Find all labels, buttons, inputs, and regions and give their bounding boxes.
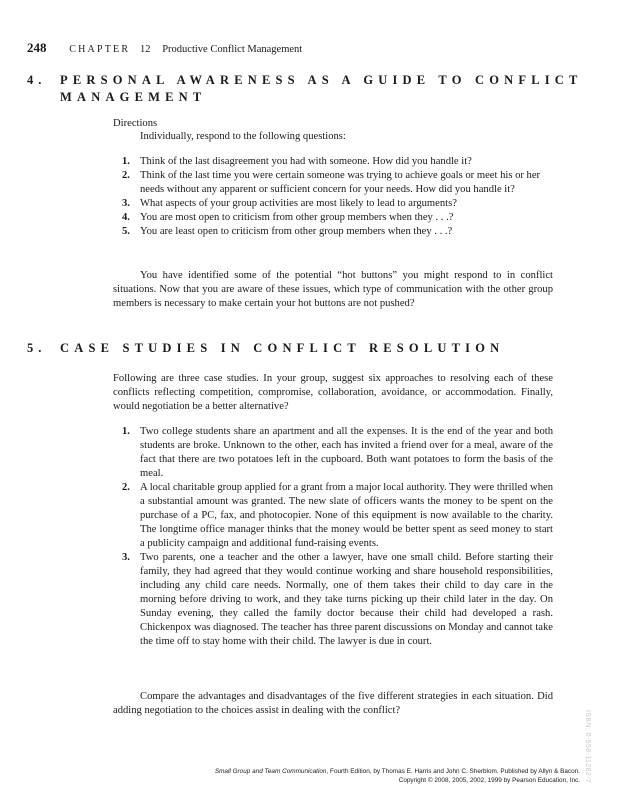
section-5-title: CASE STUDIES IN CONFLICT RESOLUTION [60, 341, 505, 355]
question-item [113, 197, 553, 211]
section-5-heading [27, 340, 607, 357]
case-study-list [113, 425, 553, 649]
question-item [113, 155, 553, 169]
question-number: 2. [122, 170, 130, 181]
section-4-heading [27, 72, 607, 106]
isbn-side-note: ISBN: 0-558-11282-7 [584, 710, 591, 784]
question-item [113, 169, 553, 197]
question-text: You are most open to criticism from other group members when they . . .? [140, 212, 454, 223]
chapter-number: 12 [139, 44, 151, 55]
directions-text: Individually, respond to the following questions: [140, 131, 346, 142]
section-5-number: 5. [27, 341, 47, 355]
question-number: 1. [122, 156, 130, 167]
case-number: 1. [122, 426, 130, 437]
question-text: What aspects of your group activities are most likely to lead to arguments? [140, 198, 457, 209]
running-head [27, 40, 302, 56]
case-study-item [113, 481, 553, 551]
footer-publication-info: , Fourth Edition, by Thomas E. Harris and John C. Sherblom. Published by Allyn & Bacon. [326, 768, 580, 775]
compare-paragraph: Compare the advantages and disadvantages of the five different strategies in each situation. Did adding negotiation to the choices assist in dealing with the conflict? [113, 691, 553, 716]
chapter-label: CHAPTER [69, 44, 131, 55]
directions-label: Directions [113, 118, 158, 129]
question-text: Think of the last disagreement you had with someone. How did you handle it? [140, 156, 472, 167]
question-text: You are least open to criticism from other group members when they . . .? [140, 226, 453, 237]
question-item [113, 225, 553, 239]
hot-buttons-paragraph: You have identified some of the potential “hot buttons” you might respond to in conflict situations. Now that you are aware of these issues, which type of communication with the other group members is necessary to make certain your hot buttons are not pushed? [113, 270, 553, 309]
question-number: 3. [122, 198, 130, 209]
question-item [113, 211, 553, 225]
section-4-number: 4. [27, 73, 47, 87]
footer-line-1 [215, 767, 580, 776]
section-4-title-line2: MANAGEMENT [60, 90, 207, 104]
question-text: Think of the last time you were certain someone was trying to achieve goals or meet his or her needs without any apparent or sufficient concern for your needs. How did you handle it? [140, 170, 541, 195]
question-number: 5. [122, 226, 130, 237]
case-text: Two parents, one a teacher and the other a lawyer, have one small child. Before starting their family, they had agreed that they would continue working and share household responsibilities, including any child care needs. Normally, one of them takes their child to day care in the morning before driving to work, and they take turns picking up their child later in the day. On Sunday evening, they called the family doctor because their child had developed a rash. Chickenpox was diagnosed. The teacher has three parent discussions on Monday and cannot take the time off to stay home with their child. The lawyer is due in court. [140, 552, 553, 647]
footer-copyright: Copyright © 2008, 2005, 2002, 1999 by Pearson Education, Inc. [398, 777, 580, 784]
case-text: A local charitable group applied for a grant from a major local authority. They were thrilled when a substantial amount was granted. The new slate of officers wants the money to be spent on the purchase of a PC, fax, and photocopier. None of this equipment is now available to the charity. The longtime office manager thinks that the money would be better spent as seed money to start a publicity campaign and additional fund-raising events. [140, 482, 554, 549]
section-4-title-line1: PERSONAL AWARENESS AS A GUIDE TO CONFLICT [60, 73, 583, 87]
case-study-item [113, 551, 553, 649]
question-number: 4. [122, 212, 130, 223]
question-list [113, 155, 553, 239]
chapter-title: Productive Conflict Management [162, 44, 303, 55]
copyright-footer [215, 767, 580, 785]
case-studies-intro: Following are three case studies. In your group, suggest six approaches to resolving each of these conflicts reflecting competition, compromise, collaboration, avoidance, or accommodation. Finally, would negotiation be a better alternative? [113, 373, 553, 412]
footer-book-title: Small Group and Team Communication [214, 768, 327, 775]
case-study-item [113, 425, 553, 481]
case-number: 2. [122, 482, 130, 493]
case-text: Two college students share an apartment and all the expenses. It is the end of the year and both students are broke. Unknown to the other, each has invited a friend over for a meal, aware of the fact that there are two potatoes left in the cupboard. Both want potatoes to form the basis of the meal. [140, 426, 553, 479]
page-number: 248 [27, 40, 47, 55]
case-number: 3. [122, 552, 130, 563]
